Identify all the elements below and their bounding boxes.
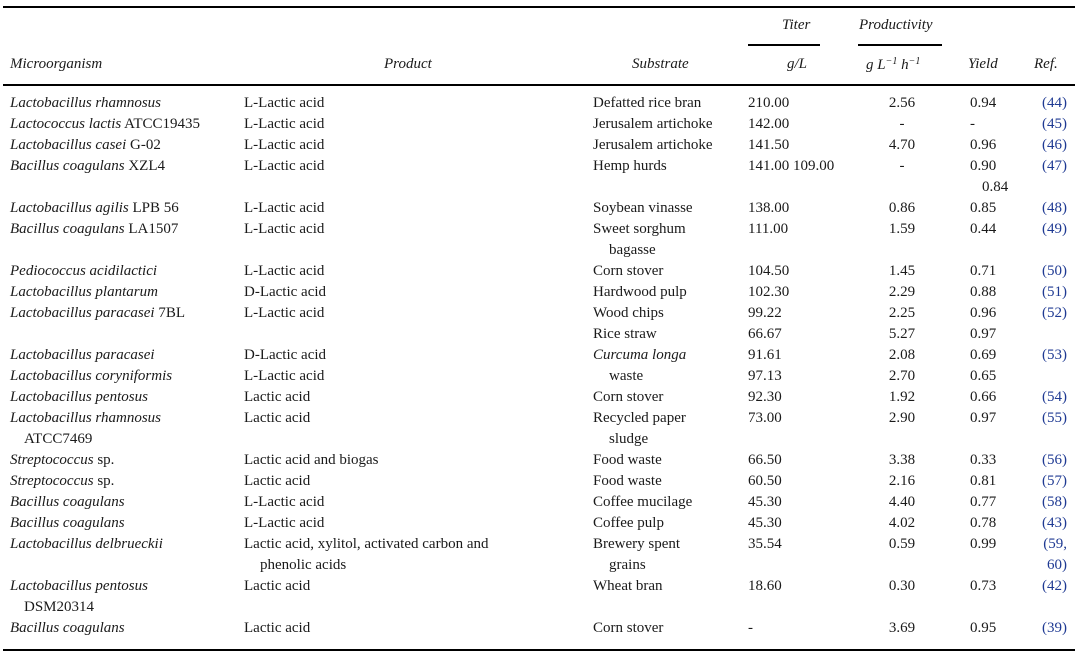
header-titer-unit: g/L [787, 56, 808, 72]
yield-cell: 0.88 [970, 284, 997, 300]
organism-cell: Bacillus coagulans XZL4 [10, 158, 165, 174]
reference-link[interactable]: (52) [1042, 305, 1067, 321]
reference-link[interactable]: (47) [1042, 158, 1067, 174]
productivity-cell: 5.27 [888, 326, 916, 342]
productivity-cell: 2.70 [888, 368, 916, 384]
yield-cell: 0.81 [970, 473, 997, 489]
organism-cell: Lactobacillus rhamnosus [10, 95, 161, 111]
yield-cell: 0.97 [970, 326, 997, 342]
organism-cell: Lactobacillus casei G-02 [10, 137, 161, 153]
organism-cell: Streptococcus sp. [10, 452, 115, 468]
titer-cell: 18.60 [748, 578, 782, 594]
substrate-cell: Coffee pulp [593, 515, 664, 531]
productivity-cell: 2.25 [888, 305, 916, 321]
titer-cell: 104.50 [748, 263, 790, 279]
product-cell: Lactic acid [244, 620, 311, 636]
productivity-subrule [858, 44, 942, 46]
yield-cell: 0.85 [970, 200, 997, 216]
substrate-cell: Jerusalem artichoke [593, 137, 713, 153]
reference-link[interactable]: (46) [1042, 137, 1067, 153]
header-titer: Titer [782, 17, 811, 33]
organism-cell: Lactobacillus agilis LPB 56 [10, 200, 179, 216]
product-cell: L-Lactic acid [244, 494, 325, 510]
header-substrate: Substrate [632, 56, 689, 72]
yield-cell: 0.97 [970, 410, 997, 426]
header-productivity-unit: g $L^{-1}$ $h^{-1}$ [866, 56, 921, 73]
header-rule [3, 84, 1075, 86]
product-cell: L-Lactic acid [244, 305, 325, 321]
reference-link[interactable]: (56) [1042, 452, 1067, 468]
reference-link[interactable]: (48) [1042, 200, 1067, 216]
substrate-cell: Recycled paper sludge [593, 410, 686, 447]
titer-cell: 92.30 [748, 389, 782, 405]
reference-link[interactable]: (54) [1042, 389, 1067, 405]
organism-cell: Pediococcus acidilactici [10, 263, 158, 279]
product-cell: L-Lactic acid [244, 263, 325, 279]
titer-cell: 66.67 [748, 326, 782, 342]
organism-cell: Lactobacillus plantarum [10, 284, 158, 300]
product-cell: L-Lactic acid [244, 515, 325, 531]
titer-cell: 99.22 [748, 305, 782, 321]
yield-cell: 0.66 [970, 389, 997, 405]
substrate-cell: Food waste [593, 473, 662, 489]
reference-link[interactable]: (42) [1042, 578, 1067, 594]
reference-link[interactable]: (55) [1042, 410, 1067, 426]
titer-cell: 35.54 [748, 536, 782, 552]
reference-link[interactable]: (39) [1042, 620, 1067, 636]
product-cell: L-Lactic acid [244, 116, 325, 132]
organism-cell: Bacillus coagulans [10, 620, 125, 636]
organism-cell: Lactobacillus delbrueckii [10, 536, 163, 552]
substrate-cell: Sweet sorghum bagasse [593, 221, 686, 258]
substrate-cell: Corn stover [593, 263, 664, 279]
organism-cell: Bacillus coagulans [10, 515, 125, 531]
productivity-cell: 0.86 [888, 200, 916, 216]
header-yield: Yield [968, 56, 998, 72]
substrate-cell: Jerusalem artichoke [593, 116, 713, 132]
productivity-cell: 1.92 [888, 389, 916, 405]
bottom-rule [3, 649, 1075, 651]
titer-cell: - [748, 620, 753, 636]
productivity-cell: 3.38 [888, 452, 916, 468]
productivity-cell: 4.02 [888, 515, 916, 531]
substrate-cell: Food waste [593, 452, 662, 468]
organism-cell: Lactobacillus paracasei 7BL [10, 305, 185, 321]
reference-link[interactable]: (44) [1042, 95, 1067, 111]
substrate-cell: Corn stover [593, 389, 664, 405]
yield-cell: 0.71 [970, 263, 997, 279]
yield-cell: 0.96 [970, 305, 997, 321]
productivity-cell: - [899, 158, 905, 174]
organism-cell: Streptococcus sp. [10, 473, 115, 489]
titer-cell: 60.50 [748, 473, 782, 489]
organism-cell: Lactobacillus paracasei [10, 347, 155, 363]
yield-cell: 0.77 [970, 494, 997, 510]
reference-link[interactable]: (59, 60) [1043, 536, 1067, 573]
productivity-cell: 0.30 [888, 578, 916, 594]
product-cell: D-Lactic acid [244, 284, 327, 300]
titer-cell: 138.00 [748, 200, 790, 216]
productivity-cell: 3.69 [888, 620, 916, 636]
titer-cell: 91.61 [748, 347, 782, 363]
titer-cell: 210.00 [748, 95, 790, 111]
reference-link [1033, 324, 1067, 345]
product-cell: L-Lactic acid [244, 137, 325, 153]
organism-cell: Lactococcus lactis ATCC19435 [10, 116, 200, 132]
substrate-cell: Wood chips [593, 305, 664, 321]
substrate-cell: Soybean vinasse [593, 200, 693, 216]
productivity-cell: 2.29 [888, 284, 916, 300]
organism-cell: Lactobacillus coryniformis [10, 368, 173, 384]
productivity-cell: 1.59 [888, 221, 916, 237]
reference-link[interactable]: (50) [1042, 263, 1067, 279]
yield-cell: - [970, 116, 975, 132]
reference-link[interactable]: (58) [1042, 494, 1067, 510]
yield-cell: 0.95 [970, 620, 997, 636]
organism-cell: Bacillus coagulans LA1507 [10, 221, 179, 237]
productivity-cell: 1.45 [888, 263, 916, 279]
titer-cell: 97.13 [748, 368, 782, 384]
organism-cell: Lactobacillus rhamnosus ATCC7469 [10, 410, 161, 447]
header-ref: Ref. [1034, 56, 1058, 72]
product-cell: L-Lactic acid [244, 221, 325, 237]
substrate-cell: Wheat bran [593, 578, 663, 594]
yield-cell: 0.44 [970, 221, 997, 237]
product-cell: Lactic acid [244, 473, 311, 489]
substrate-cell: Rice straw [593, 326, 657, 342]
yield-cell: 0.99 [970, 536, 997, 552]
productivity-cell: 2.56 [888, 95, 916, 111]
reference-link[interactable]: (43) [1042, 515, 1067, 531]
header-product: Product [384, 56, 432, 72]
reference-link[interactable]: (53) [1042, 347, 1067, 363]
yield-cell: 0.73 [970, 578, 997, 594]
substrate-cell: Hardwood pulp [593, 284, 687, 300]
titer-cell: 141.00 109.00 [748, 158, 835, 174]
yield-cell: 0.94 [970, 95, 997, 111]
productivity-cell: 2.08 [888, 347, 916, 363]
substrate-cell: Corn stover [593, 620, 664, 636]
titer-cell: 142.00 [748, 116, 790, 132]
yield-cell: 0.65 [970, 368, 997, 384]
titer-cell: 45.30 [748, 515, 782, 531]
reference-link[interactable]: (57) [1042, 473, 1067, 489]
product-cell: L-Lactic acid [244, 158, 325, 174]
substrate-cell: Hemp hurds [593, 158, 667, 174]
productivity-cell: 2.16 [888, 473, 916, 489]
reference-link [1033, 366, 1067, 387]
organism-cell: Bacillus coagulans [10, 494, 125, 510]
productivity-cell: 4.40 [888, 494, 916, 510]
yield-cell: 0.96 [970, 137, 997, 153]
product-cell: L-Lactic acid [244, 95, 325, 111]
yield-cell: 0.78 [970, 515, 997, 531]
substrate-cell: Defatted rice bran [593, 95, 702, 111]
product-cell: Lactic acid [244, 410, 311, 426]
titer-subrule [748, 44, 820, 46]
substrate-cell: Coffee mucilage [593, 494, 693, 510]
organism-cell: Lactobacillus pentosus DSM20314 [10, 578, 148, 615]
product-cell: Lactic acid and biogas [244, 452, 379, 468]
yield-cell: 0.90 0.84 [970, 158, 1009, 195]
productivity-cell: 2.90 [888, 410, 916, 426]
header-organism: Microorganism [10, 56, 103, 72]
titer-cell: 66.50 [748, 452, 782, 468]
product-cell: Lactic acid [244, 389, 311, 405]
product-cell: L-Lactic acid [244, 200, 325, 216]
titer-cell: 141.50 [748, 137, 790, 153]
reference-link[interactable]: (51) [1042, 284, 1067, 300]
top-rule [3, 6, 1075, 8]
substrate-cell: Brewery spent grains [593, 536, 681, 573]
titer-cell: 73.00 [748, 410, 782, 426]
reference-link[interactable]: (49) [1042, 221, 1067, 237]
product-cell: D-Lactic acid [244, 347, 327, 363]
product-cell: Lactic acid [244, 578, 311, 594]
yield-cell: 0.69 [970, 347, 997, 363]
titer-cell: 45.30 [748, 494, 782, 510]
productivity-cell: - [899, 116, 905, 132]
reference-link[interactable]: (45) [1042, 116, 1067, 132]
product-cell: L-Lactic acid [244, 368, 325, 384]
substrate-cell: Curcuma longa [593, 347, 687, 363]
organism-cell: Lactobacillus pentosus [10, 389, 148, 405]
substrate-cell: waste [609, 368, 644, 384]
titer-cell: 111.00 [748, 221, 789, 237]
titer-cell: 102.30 [748, 284, 790, 300]
productivity-cell: 0.59 [888, 536, 916, 552]
yield-cell: 0.33 [970, 452, 997, 468]
header-productivity: Productivity [859, 17, 933, 33]
product-cell: Lactic acid, xylitol, activated carbon and phenolic acids [244, 536, 489, 573]
productivity-cell: 4.70 [888, 137, 916, 153]
